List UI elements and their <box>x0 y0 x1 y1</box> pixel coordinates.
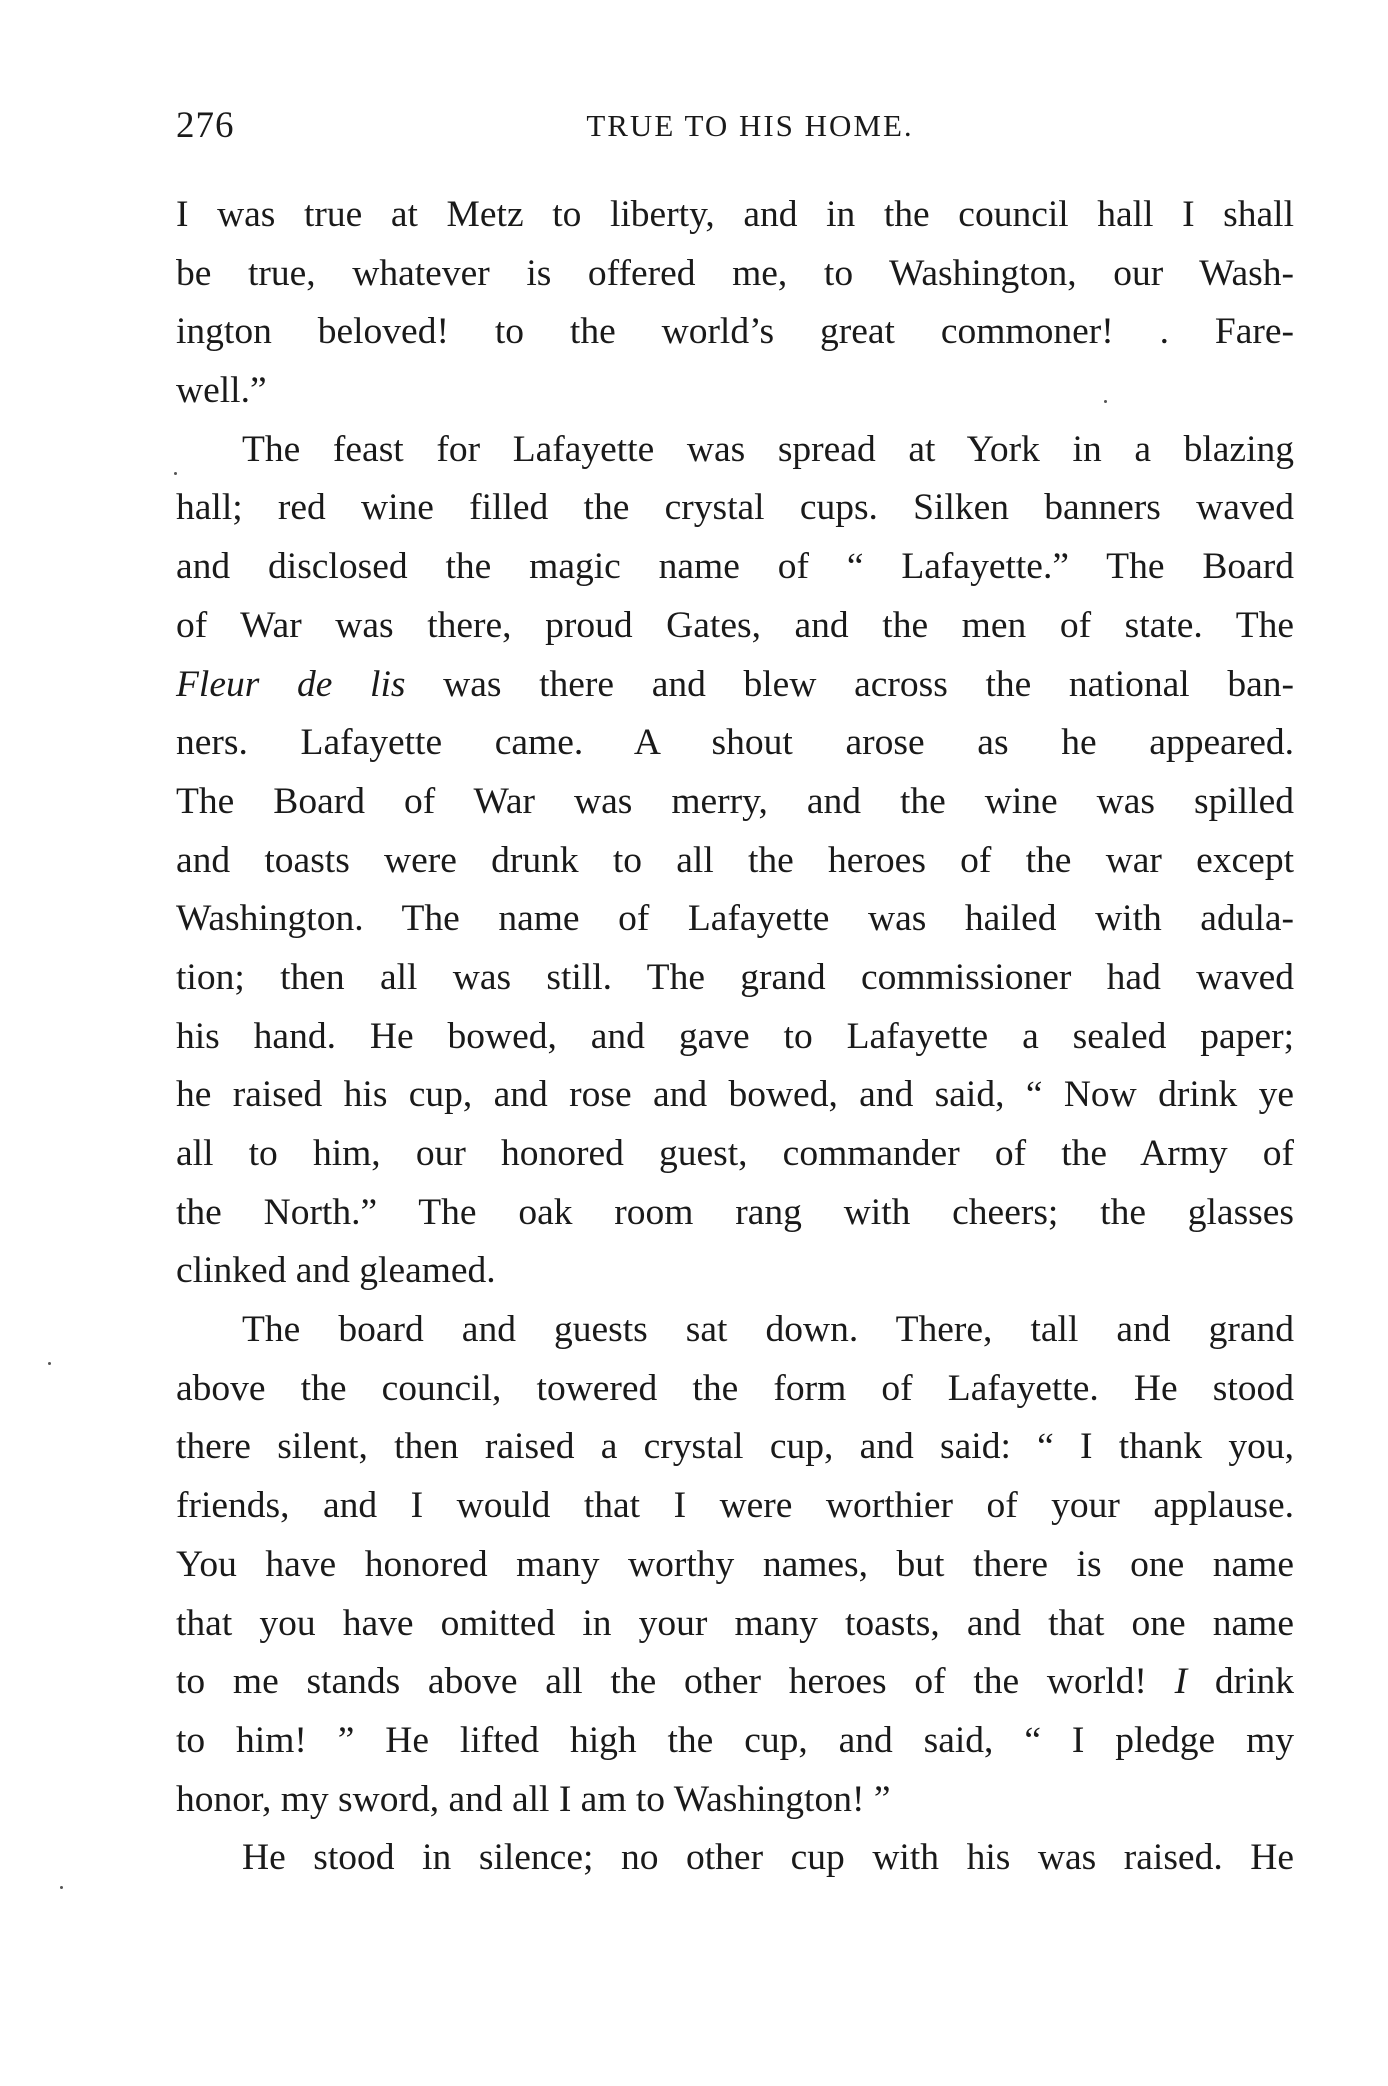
running-head <box>176 104 1294 154</box>
text-fragment: to me stands above all the other heroes of the world! <box>176 1661 1175 1703</box>
text-line: I was true at Metz to liberty, and in the council hall I shall <box>176 194 1294 235</box>
scan-speck <box>1104 400 1107 403</box>
text-line: that you have omitted in your many toasts, and that one name <box>176 1602 1294 1644</box>
text-line: Washington. The name of Lafayette was hailed with adula- <box>176 898 1294 940</box>
text-line: The feast for Lafayette was spread at York in a blazing <box>242 428 1294 470</box>
text-line: ners. Lafayette came. A shout arose as he appeared. <box>176 722 1294 764</box>
text-line: honor, my sword, and all I am to Washington! ” <box>176 1778 891 1820</box>
text-line: to him! ” He lifted high the cup, and said, “ I pledge my <box>176 1719 1294 1761</box>
text-line: well.” <box>176 370 267 412</box>
text-line: his hand. He bowed, and gave to Lafayette a sealed paper; <box>176 1015 1294 1057</box>
page-number: 276 <box>176 105 235 146</box>
text-line: all to him, our honored guest, commander of the Army of <box>176 1133 1294 1174</box>
text-line: tion; then all was still. The grand commissioner had waved <box>176 956 1294 998</box>
text-fragment: drink <box>1187 1661 1294 1703</box>
scan-speck <box>48 1362 51 1365</box>
text-line: The Board of War was merry, and the wine was spilled <box>176 780 1294 822</box>
text-line: above the council, towered the form of Lafayette. He stood <box>176 1367 1294 1409</box>
body-text <box>176 186 1294 1888</box>
text-line: and toasts were drunk to all the heroes of the war except <box>176 839 1294 881</box>
text-line: he raised his cup, and rose and bowed, and said, “ Now drink ye <box>176 1074 1294 1116</box>
text-line: He stood in silence; no other cup with his was raised. He <box>242 1837 1294 1879</box>
text-line: friends, and I would that I were worthier of your applause. <box>176 1485 1294 1527</box>
text-line-italic <box>176 656 1294 715</box>
scan-speck <box>60 1886 63 1889</box>
text-line: clinked and gleamed. <box>176 1250 496 1292</box>
italic-phrase: Fleur de lis <box>176 663 406 705</box>
text-line: there silent, then raised a crystal cup, and said: “ I thank you, <box>176 1426 1294 1468</box>
text-fragment: was there and blew across the national ban- <box>405 663 1294 705</box>
text-line: hall; red wine filled the crystal cups. Silken banners waved <box>176 487 1294 529</box>
italic-word: I <box>1174 1661 1188 1703</box>
text-line: and disclosed the magic name of “ Lafayette.” The Board <box>176 546 1294 588</box>
text-line: ington beloved! to the world’s great commoner! . Fare- <box>176 311 1294 353</box>
text-line: be true, whatever is offered me, to Washington, our Wash- <box>176 252 1294 294</box>
text-line: You have honored many worthy names, but there is one name <box>176 1543 1294 1585</box>
scan-speck <box>174 472 177 475</box>
text-line: of War was there, proud Gates, and the men of state. The <box>176 604 1294 646</box>
text-line-italic <box>176 1653 1294 1712</box>
text-line: The board and guests sat down. There, tall and grand <box>242 1309 1294 1351</box>
text-line: the North.” The oak room rang with cheers; the glasses <box>176 1191 1294 1233</box>
running-title: TRUE TO HIS HOME. <box>586 108 914 143</box>
